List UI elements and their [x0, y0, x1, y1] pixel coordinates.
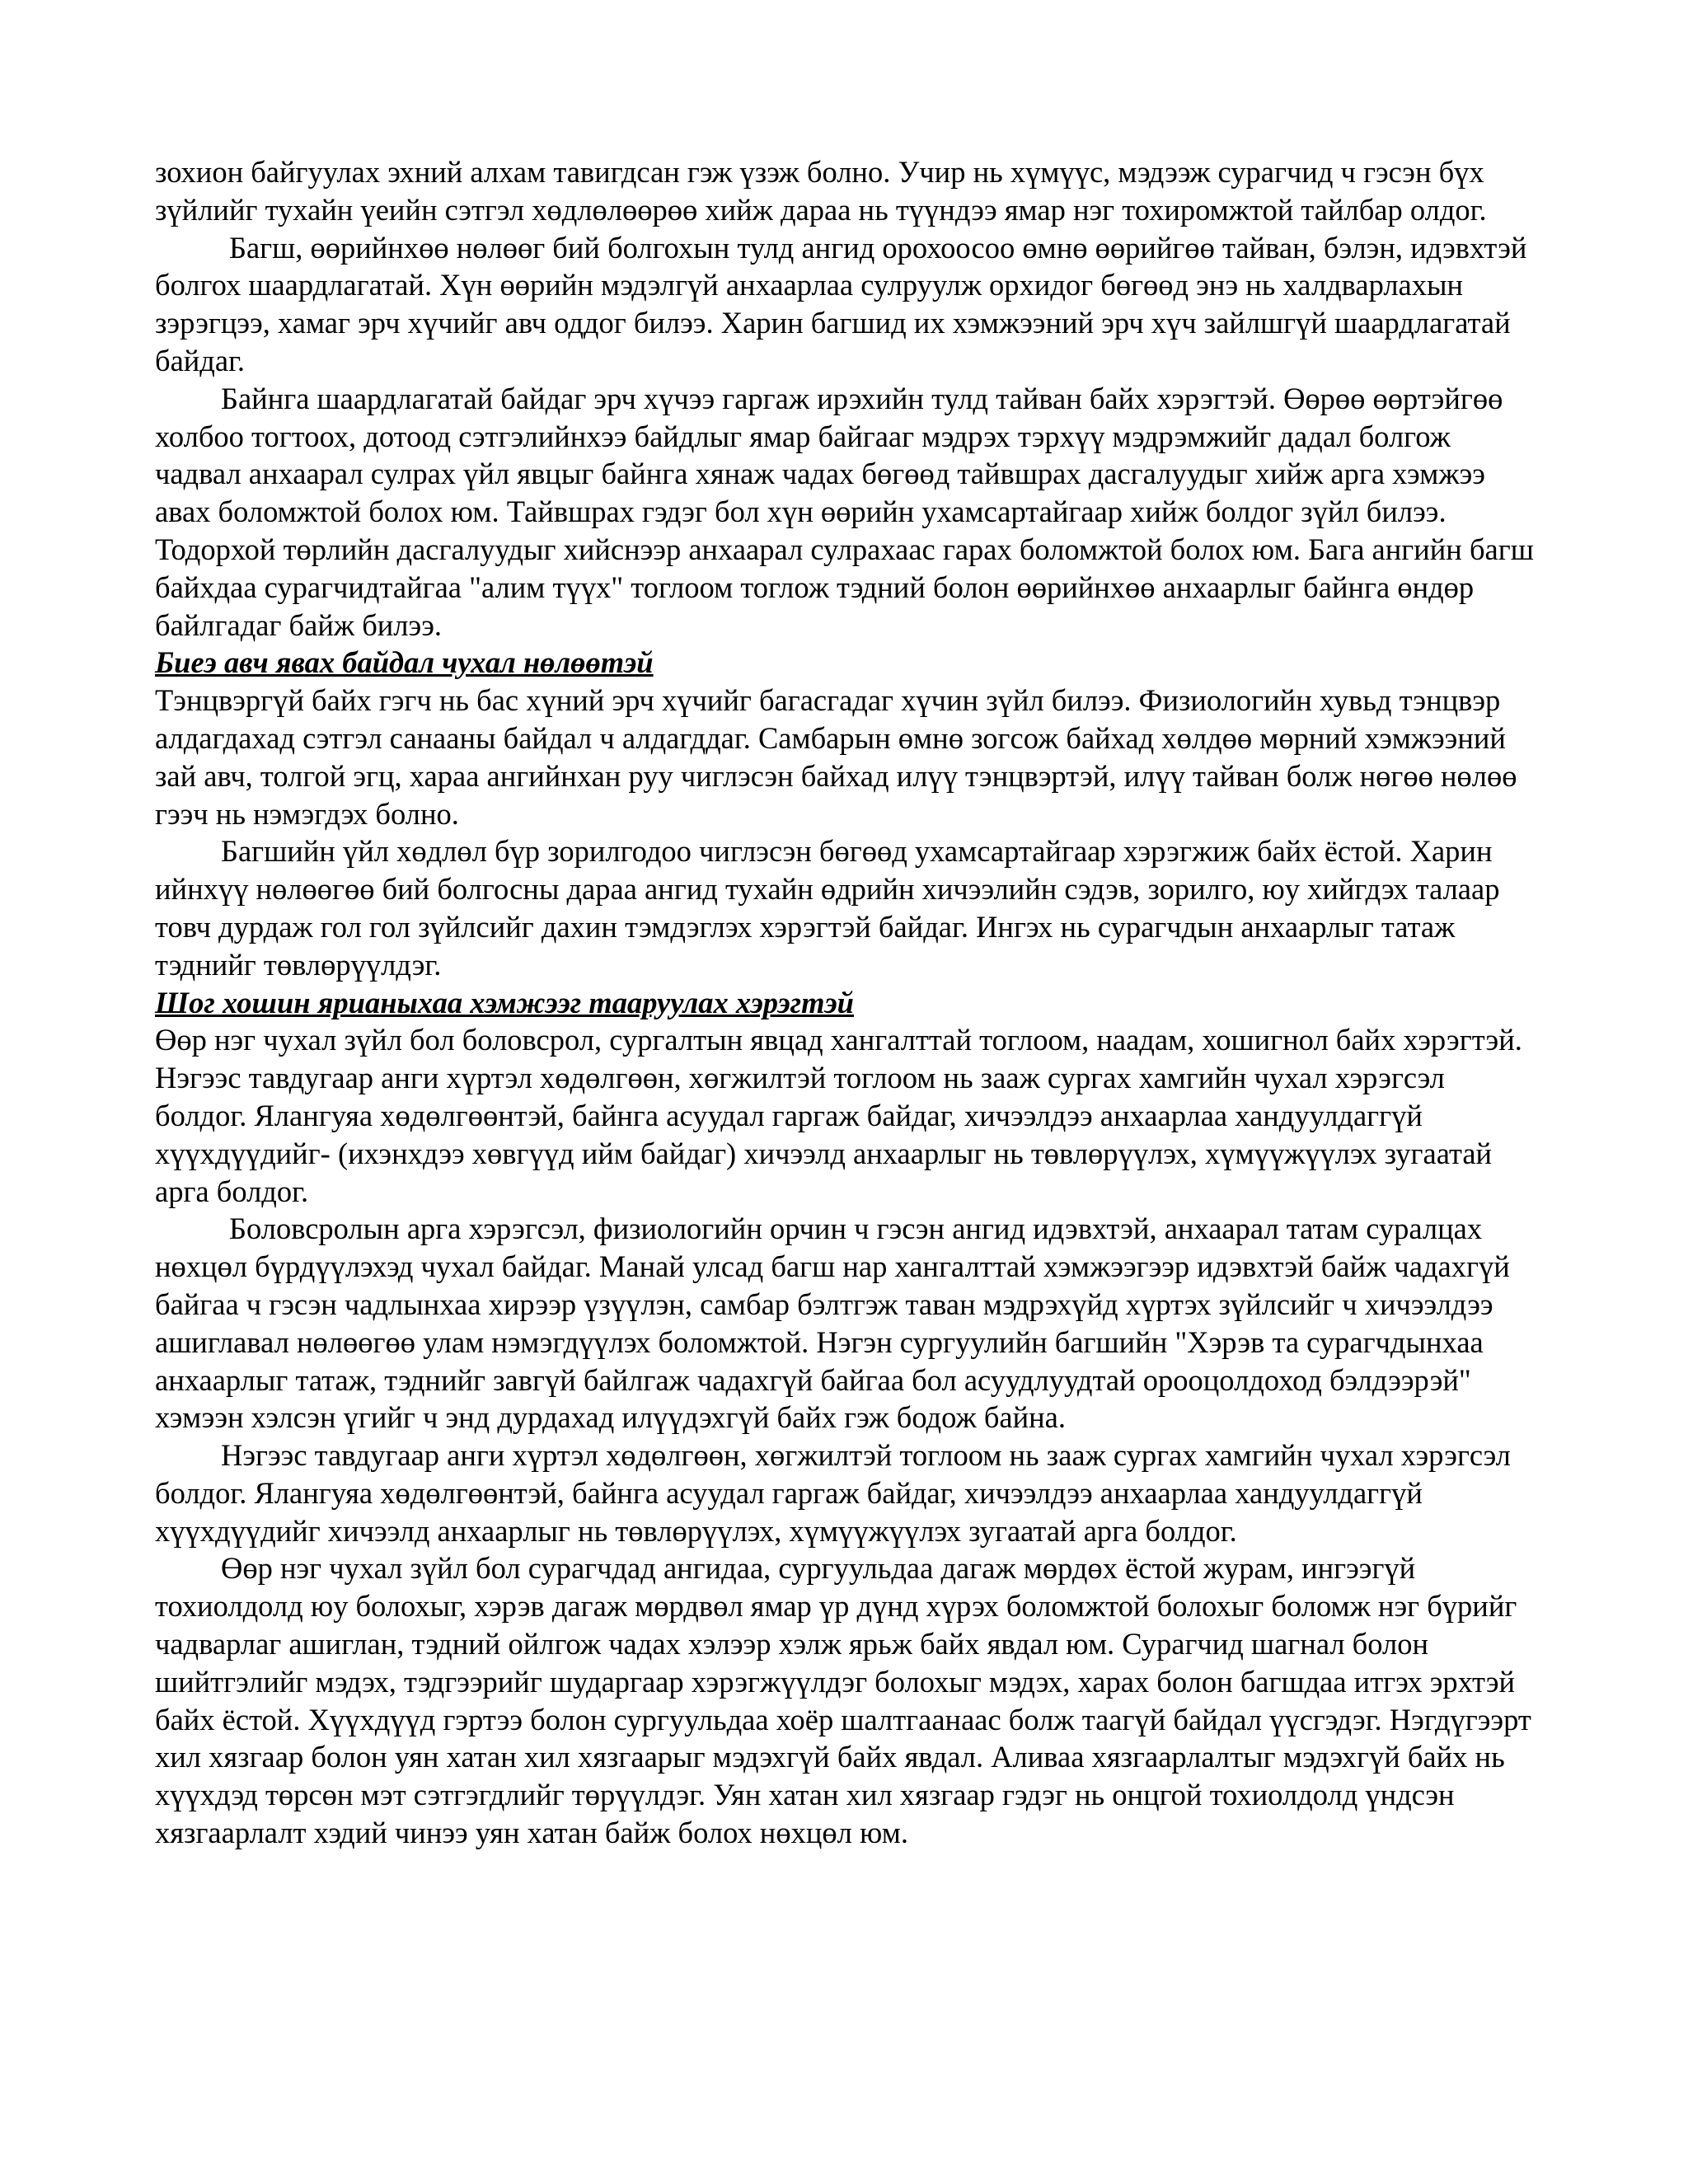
paragraph-9: Өөр нэг чухал зүйл бол сурагчдад ангидаа, сургуульдаа дагаж мөрдөх ёстой журам, ингээгүй тохиолдолд юу болохыг, хэрэв дагаж мөрдвөл ямар үр дүнд хүрэх боломжтой болохыг боломж нэг бүрийг чадварлаг ашиглан, тэдний ойлгож чадах хэлээр хэлж ярьж байх явдал юм. Сурагчид шагнал болон шийтгэлийг мэдэх, тэдгээрийг шударгаар хэрэгжүүлдэг болохыг мэдэх, харах болон багшдаа итгэх эрхтэй байх ёстой. Хүүхдүүд гэртээ болон сургуульдаа хоёр шалтгаанаас болж таагүй байдал үүсгэдэг. Нэгдүгээрт хил хязгаар болон уян хатан хил хязгаарыг мэдэхгүй байх явдал. Аливаа хязгаарлалтыг мэдэхгүй байх нь хүүхдэд төрсөн мэт сэтгэгдлийг төрүүлдэг. Уян хатан хил хязгаар гэдэг нь онцгой тохиолдолд үндсэн хязгаарлалт хэдий чинээ уян хатан байж болох нөхцөл юм.	[155, 1551, 1531, 1850]
paragraph-2: Багш, өөрийнхөө нөлөөг бий болгохын тулд ангид орохоосоо өмнө өөрийгөө тайван, бэлэн, идэвхтэй болгох шаардлагатай. Хүн өөрийн мэдэлгүй анхаарлаа сулруулж орхидог бөгөөд энэ нь халдварлахын зэрэгцээ, хамаг эрч хүчийг авч оддог билээ. Харин багшид их хэмжээний эрч хүч зайлшгүй шаардлагатай байдаг.	[155, 230, 1527, 377]
paragraph-5: Багшийн үйл хөдлөл бүр зорилгодоо чиглэсэн бөгөөд ухамсартайгаар хэрэгжиж байх ёстой. Харин ийнхүү нөлөөгөө бий болгосны дараа ангид тухайн өдрийн хичээлийн сэдэв, зорилго, юу хийгдэх талаар товч дурдаж гол гол зүйлсийг дахин тэмдэглэх хэрэгтэй байдаг. Ингэх нь сурагчдын анхаарлыг татаж тэднийг төвлөрүүлдэг.	[155, 834, 1500, 982]
section-heading-humor: Шог хошин ярианыхаа хэмжээг тааруулах хэрэгтэй	[155, 985, 854, 1019]
section-heading-posture: Биеэ авч явах байдал чухал нөлөөтэй	[155, 645, 654, 680]
paragraph-7: Боловсролын арга хэрэгсэл, физиологийн орчин ч гэсэн ангид идэвхтэй, анхаарал татам суралцах нөхцөл бүрдүүлэхэд чухал байдаг. Манай улсад багш нар хангалттай хэмжээгээр идэвхтэй байж чадахгүй байгаа ч гэсэн чадлынхаа хирээр үзүүлэн, самбар бэлтгэж таван мэдрэхүйд хүртэх зүйлсийг ч хичээлдээ ашиглавал нөлөөгөө улам нэмэгдүүлэх боломжтой. Нэгэн сургуулийн багшийн "Хэрэв та сурагчдынхаа анхаарлыг татаж, тэднийг завгүй байлгаж чадахгүй байгаа бол асуудлуудтай орооцолдоход бэлдээрэй" хэмээн хэлсэн үгийг ч энд дурдахад илүүдэхгүй байх гэж бодож байна.	[155, 1212, 1510, 1435]
paragraph-3: Байнга шаардлагатай байдаг эрч хүчээ гаргаж ирэхийн тулд тайван байх хэрэгтэй. Өөрөө өөртэйгөө холбоо тогтоох, дотоод сэтгэлийнхээ байдлыг ямар байгааг мэдрэх тэрхүү мэдрэмжийг дадал болгож чадвал анхаарал сулрах үйл явцыг байнга хянаж чадах бөгөөд тайвшрах дасгалуудыг хийж арга хэмжээ авах боломжтой болох юм. Тайвшрах гэдэг бол хүн өөрийн ухамсартайгаар хийж болдог зүйл билээ. Тодорхой төрлийн дасгалуудыг хийснээр анхаарал сулрахаас гарах боломжтой болох юм. Бага ангийн багш байхдаа сурагчидтайгаа "алим түүх" тоглоом тоглож тэдний болон өөрийнхөө анхаарлыг байнга өндөр байлгадаг байж билээ.	[155, 381, 1534, 642]
document-page	[155, 153, 1540, 1852]
paragraph-8: Нэгээс тавдугаар анги хүртэл хөдөлгөөн, хөгжилтэй тоглоом нь зааж сургах хамгийн чухал хэрэгсэл болдог. Ялангуяа хөдөлгөөнтэй, байнга асуудал гаргаж байдаг, хичээлдээ анхаарлаа хандуулдаггүй хүүхдүүдийг хичээлд анхаарлыг нь төвлөрүүлэх, хүмүүжүүлэх зугаатай арга болдог.	[155, 1438, 1511, 1548]
paragraph-4: Тэнцвэргүй байх гэгч нь бас хүний эрч хүчийг багасгадаг хүчин зүйл билээ. Физиологийн хувьд тэнцвэр алдагдахад сэтгэл санааны байдал ч алдагддаг. Самбарын өмнө зогсож байхад хөлдөө мөрний хэмжээний зай авч, толгой эгц, хараа ангийнхан руу чиглэсэн байхад илүү тэнцвэртэй, илүү тайван болж нөгөө нөлөө гээч нь нэмэгдэх болно.	[155, 683, 1517, 831]
paragraph-6: Өөр нэг чухал зүйл бол боловсрол, сургалтын явцад хангалттай тоглоом, наадам, хошигнол байх хэрэгтэй. Нэгээс тавдугаар анги хүртэл хөдөлгөөн, хөгжилтэй тоглоом нь зааж сургах хамгийн чухал хэрэгсэл болдог. Ялангуяа хөдөлгөөнтэй, байнга асуудал гаргаж байдаг, хичээлдээ анхаарлаа хандуулдаггүй хүүхдүүдийг- (ихэнхдээ хөвгүүд ийм байдаг) хичээлд анхаарлыг нь төвлөрүүлэх, хүмүүжүүлэх зугаатай арга болдог.	[155, 1023, 1522, 1208]
paragraph-1: зохион байгуулах эхний алхам тавигдсан гэж үзэж болно. Учир нь хүмүүс, мэдээж сурагчид ч гэсэн бүх зүйлийг тухайн үеийн сэтгэл хөдлөлөөрөө хийж дараа нь түүндээ ямар нэг тохиромжтой тайлбар олдог.	[155, 155, 1487, 227]
